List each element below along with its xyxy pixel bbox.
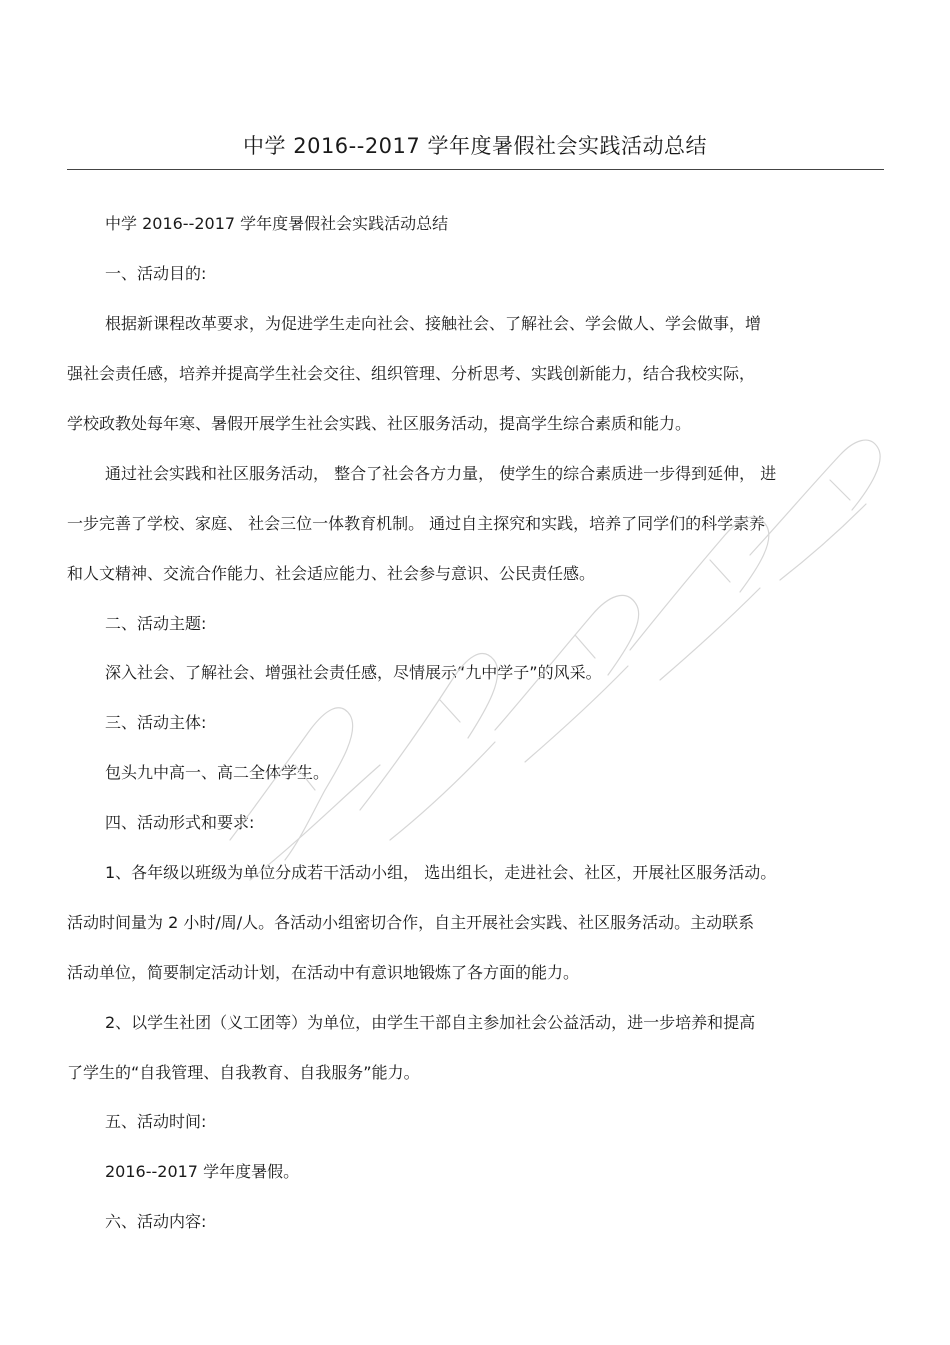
paragraph-line: 2016--2017 学年度暑假。	[105, 1162, 300, 1181]
paragraph-line: 强社会责任感，培养并提高学生社会交往、组织管理、分析思考、实践创新能力，结合我校实际，	[67, 364, 756, 383]
paragraph-line: 活动单位，简要制定活动计划，在活动中有意识地锻炼了各方面的能力。	[67, 963, 580, 982]
paragraph-line: 1、各年级以班级为单位分成若干活动小组， 选出组长，走进社会、社区，开展社区服务活动。	[105, 863, 777, 882]
paragraph-line: 一步完善了学校、家庭、 社会三位一体教育机制。 通过自主探究和实践，培养了同学们的科学素养	[67, 514, 766, 533]
paragraph-line: 了学生的“自我管理、自我教育、自我服务”能力。	[67, 1063, 420, 1082]
watermark-graphic	[190, 370, 910, 910]
section-heading: 二、活动主题:	[105, 614, 207, 633]
section-heading: 五、活动时间:	[105, 1112, 207, 1131]
paragraph-line: 学校政教处每年寒、暑假开展学生社会实践、社区服务活动，提高学生综合素质和能力。	[67, 414, 692, 433]
paragraph-line: 2、以学生社团（义工团等）为单位，由学生干部自主参加社会公益活动，进一步培养和提高	[105, 1013, 756, 1032]
section-heading: 一、活动目的:	[105, 264, 207, 283]
section-heading: 六、活动内容:	[105, 1212, 207, 1231]
section-heading: 三、活动主体:	[105, 713, 207, 732]
subtitle-line: 中学 2016--2017 学年度暑假社会实践活动总结	[105, 214, 449, 233]
section-heading: 四、活动形式和要求:	[105, 813, 255, 832]
paragraph-line: 活动时间量为 2 小时/周/人。各活动小组密切合作，自主开展社会实践、社区服务活动。主动联系	[67, 913, 755, 932]
page-title: 中学 2016--2017 学年度暑假社会实践活动总结	[243, 134, 707, 158]
paragraph-line: 包头九中高一、高二全体学生。	[105, 763, 330, 782]
paragraph-line: 深入社会、了解社会、增强社会责任感，尽情展示“九中学子”的风采。	[105, 663, 602, 682]
title-divider	[67, 169, 884, 170]
paragraph-line: 根据新课程改革要求，为促进学生走向社会、接触社会、了解社会、学会做人、学会做事，增	[105, 314, 762, 333]
paragraph-line: 和人文精神、交流合作能力、社会适应能力、社会参与意识、公民责任感。	[67, 564, 596, 583]
paragraph-line: 通过社会实践和社区服务活动， 整合了社会各方力量， 使学生的综合素质进一步得到延伸， 进	[105, 464, 777, 483]
